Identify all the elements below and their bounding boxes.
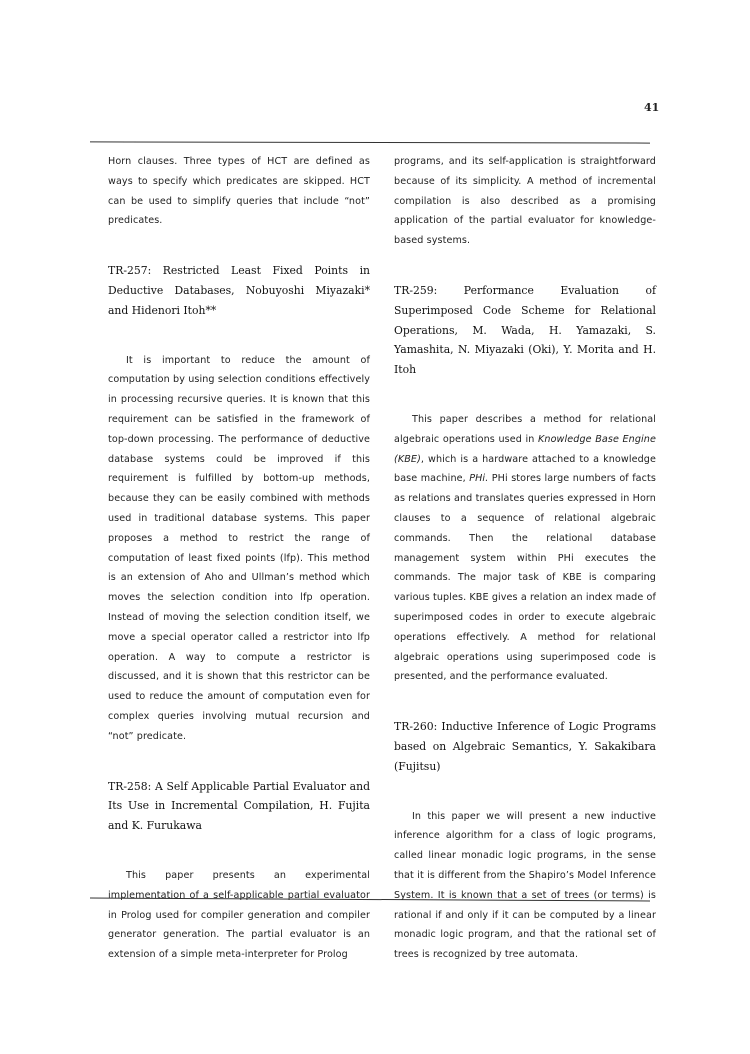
abstract-text: PHi stores large numbers of facts as relations and translates queries expressed in Horn clauses to a sequence of relational algebraic commands. Then the relational database management system within PHi executes the commands. The major task of KBE is comparing various tuples. KBE gives a relation an index made of superimposed codes in order to execute algebraic operations effectively. A method for relational algebraic operations using superimposed code is presented, and the performance evaluated. (394, 473, 656, 683)
abstract-tr257: It is important to reduce the amount of computation by using selection conditions effectively in processing recursive queries. It is known that this requirement can be satisfied in the framework of top-down processing. The performance of deductive database systems could be improved if this requirement is fulfilled by bottom-up methods, because they can be easily combined with methods used in traditional database systems. This paper proposes a method to restrict the range of computation of least fixed points (lfp). This method is an extension of Aho and Ullman’s method which moves the selection condition into lfp operation. Instead of moving the selection condition itself, we move a special operator called a restrictor into lfp operation. A way to compute a restrictor is discussed, and it is shown that this restrictor can be used to reduce the amount of computation even for complex queries involving mutual recursion and “not” predicate. (108, 354, 370, 742)
page-number: 41 (644, 101, 660, 114)
report-heading-tr257: TR-257: Restricted Least Fixed Points in Deductive Databases, Nobuyoshi Miyazaki* and Hidenori Itoh** (108, 264, 370, 317)
continued-abstract-text: Horn clauses. Three types of HCT are defined as ways to specify which predicates are skipped. HCT can be used to simplify queries that include “not” predicates. (108, 156, 370, 227)
kbe-term: Knowledge Base Engine (KBE) (394, 433, 656, 465)
abstract-tr258: This paper presents an experimental implementation of a self-applicable partial evaluator in Prolog used for compiler generation and compiler generator generation. The partial evaluator is an extension of a simple meta-interpreter for Prolog (108, 869, 370, 961)
report-heading-tr260: TR-260: Inductive Inference of Logic Programs based on Algebraic Semantics, Y. Sakakibara (Fujitsu) (394, 720, 656, 773)
abstract-text: , which is a hardware attached to a knowledge base machine, (394, 453, 656, 485)
phi-term: PHi. (469, 473, 489, 485)
report-heading-tr259: TR-259: Performance Evaluation of Superimposed Code Scheme for Relational Operations, M. Wada, H. Yamazaki, S. Yamashita, N. Miyazaki (Oki), Y. Morita and H. Itoh (394, 283, 656, 377)
abstract-tr260: In this paper we will present a new inductive inference algorithm for a class of logic programs, called linear monadic logic programs, in the sense that it is different from the Shapiro’s Model Inference System. It is known that a set of trees (or terms) is rational if and only if it can be computed by a linear monadic logic program, and that the rational set of trees is recognized by tree automata. (394, 810, 656, 961)
abstract-tr259 (394, 410, 656, 687)
left-column (108, 152, 370, 965)
report-heading-tr258: TR-258: A Self Applicable Partial Evaluator and Its Use in Incremental Compilation, H. Fujita and K. Furukawa (108, 779, 370, 833)
right-column (394, 152, 656, 965)
continued-abstract-text: programs, and its self-application is straightforward because of its simplicity. A method of incremental compilation is also described as a promising application of the partial evaluator for knowledge-based systems. (394, 156, 656, 247)
abstract-text: This paper describes a method for relational algebraic operations used in (394, 413, 656, 445)
top-rule (90, 141, 650, 143)
